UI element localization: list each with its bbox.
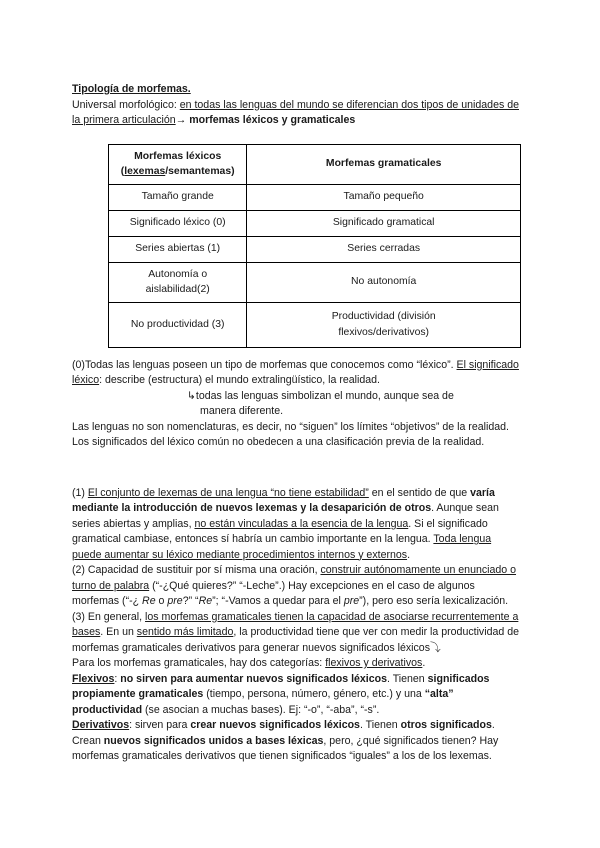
note-1-text: . Aunque sean series abiertas y amplias,: [72, 502, 499, 530]
note-2-underlined: construir autónomamente un enunciado o turno de palabra: [72, 564, 517, 592]
table-cell-right: No autonomía: [247, 262, 521, 302]
note-2-text: ”; “-Vamos a quedar para el: [212, 595, 344, 607]
table-cell-left: Series abiertas (1): [109, 236, 247, 262]
intro-paragraph: [72, 98, 522, 129]
note-3-underlined: sentido más limitado: [136, 626, 234, 638]
note-2-text: o: [155, 595, 168, 607]
header-lexical-rest: /semantemas): [165, 166, 235, 177]
intro-text: Universal morfológico:: [72, 98, 180, 111]
table-row: [109, 236, 521, 262]
derivativos-bold: otros significados: [400, 719, 492, 731]
table-cell-right: Productividad (división flexivos/derivativos): [247, 302, 521, 347]
note-2-italic: Re: [142, 595, 156, 607]
header-lexical: [109, 144, 247, 184]
intro-bold: morfemas léxicos y gramaticales: [189, 114, 356, 126]
note-2-italic: pre: [167, 595, 183, 607]
header-lexical-paren: (: [120, 166, 125, 177]
table-cell-left: Significado léxico (0): [109, 210, 247, 236]
page-title: Tipología de morfemas.: [72, 83, 191, 95]
table-cell-left: Tamaño grande: [109, 184, 247, 210]
note-0-paragraph-2: Las lenguas no son nomenclaturas, es decir, no “siguen” los límites “objetivos” de la realidad. Los significados del léxico común no obedecen a una clasificación previa de la realidad.: [72, 420, 509, 448]
table-row: [109, 210, 521, 236]
note-2-paragraph: [72, 563, 522, 610]
table-cell-right: Series cerradas: [247, 236, 521, 262]
table-cell-right: Tamaño pequeño: [247, 184, 521, 210]
note-2-italic: pre: [343, 595, 360, 607]
categories-text-end: .: [422, 657, 426, 669]
intro-arrow: →: [175, 114, 190, 126]
note-2-text: ”), pero eso sería lexicalización.: [359, 595, 509, 607]
morpheme-table: [108, 144, 521, 348]
note-1-underlined: El conjunto de lexemas de una lengua “no tiene estabilidad”: [87, 486, 369, 499]
derivativos-text: . Crean: [72, 719, 495, 747]
flexivos-bold: “alta” productividad: [72, 688, 454, 716]
categories-underlined: flexivos y derivativos: [325, 657, 423, 669]
document-page: [72, 82, 522, 765]
categories-text: Para los morfemas gramaticales, hay dos categorías:: [72, 657, 326, 669]
table-cell-left: No productividad (3): [109, 302, 247, 347]
note-1-text: . Si el significado gramatical cambiase, entonces sí habría un cambio importante en la lengua.: [72, 517, 488, 545]
table-row: [109, 302, 521, 347]
note-2-text: ?” “: [182, 595, 199, 607]
note-0-text: (0)Todas las lenguas poseen un tipo de morfemas que conocemos como “léxico”.: [72, 358, 457, 371]
note-0-text-end: : describe (estructura) el mundo extralingüístico, la realidad.: [99, 374, 380, 386]
categories-paragraph: [72, 656, 522, 672]
flexivos-bold: significados propiamente gramaticales: [72, 672, 490, 700]
table-cell-left: Autonomía o aislabilidad(2): [109, 262, 247, 302]
note-3-text: (3) En general,: [72, 610, 146, 623]
note-1-text: (1): [72, 486, 88, 499]
derivativos-text: , pero, ¿qué significados tienen? Hay morfemas gramaticales derivativos que tienen significados “iguales” a los de los lexemas.: [72, 734, 499, 762]
return-arrow-icon: ⤵: [430, 641, 441, 654]
note-2-text: (2) Capacidad de sustituir por sí misma una oración,: [72, 564, 321, 576]
note-1-text: .: [407, 548, 411, 561]
flexivos-text: (se asocian a muchas bases). Ej: “-o”, “-aba”, “-s”.: [142, 703, 380, 716]
note-3-underlined: los morfemas gramaticales tienen la capacidad de asociarse recurrentemente a bases: [72, 610, 519, 638]
flexivos-term: Flexivos: [72, 672, 115, 685]
note-2-italic: Re: [198, 595, 213, 607]
flexivos-text: . Tienen: [387, 672, 428, 685]
note-3-text: . En un: [100, 626, 137, 638]
note-1-bold: varía mediante la introducción de nuevos lexemas y la desaparición de otros: [72, 486, 495, 514]
note-3-paragraph: [72, 610, 522, 657]
note-1-text: en el sentido de que: [368, 486, 471, 499]
derivativos-text: . Tienen: [359, 719, 401, 731]
intro-underlined: en todas las lenguas del mundo se diferencian dos tipos de unidades de la primera articulación: [72, 98, 519, 126]
derivativos-bold: nuevos significados unidos a bases léxicas: [103, 734, 324, 747]
note-1-underlined: no están vinculadas a la esencia de la lengua: [194, 517, 409, 530]
table-row: [109, 184, 521, 210]
note-0-underlined: El significado léxico: [72, 358, 519, 386]
derivativos-term: Derivativos: [72, 719, 130, 731]
note-0-arrow-line-2: manera diferente.: [200, 405, 284, 417]
flexivos-paragraph: [72, 672, 522, 719]
note-3-text: , la productividad tiene que ver con medir la productividad de morfemas gramaticales derivativos para generar nuevos significados léxicos: [72, 626, 519, 654]
flexivos-text: :: [114, 672, 121, 685]
table-header-row: [109, 144, 521, 184]
table-row: [109, 262, 521, 302]
note-0-paragraph: [72, 358, 522, 389]
note-2-text: (“-¿Qué quieres?” “-Leche”.) Hay excepciones en el caso de algunos morfemas (“-¿: [72, 579, 475, 607]
flexivos-bold: no sirven para aumentar nuevos significados léxicos: [120, 672, 387, 685]
header-lexical-lexemas: lexemas: [124, 166, 166, 177]
table-cell-right: Significado gramatical: [247, 210, 521, 236]
derivativos-bold: crear nuevos significados léxicos: [190, 719, 360, 731]
note-0-arrow-line: ↳todas las lenguas simbolizan el mundo, aunque sea de: [187, 389, 454, 402]
note-1-paragraph: [72, 486, 522, 564]
header-lexical-line1: Morfemas léxicos: [134, 150, 222, 162]
note-1-underlined: Toda lengua puede aumentar su léxico mediante procedimientos internos y externos: [72, 533, 492, 561]
flexivos-text: (tiempo, persona, número, género, etc.) y una: [203, 688, 425, 700]
header-grammatical: Morfemas gramaticales: [247, 144, 521, 184]
derivativos-text: : sirven para: [129, 719, 191, 731]
derivativos-paragraph: [72, 718, 522, 765]
